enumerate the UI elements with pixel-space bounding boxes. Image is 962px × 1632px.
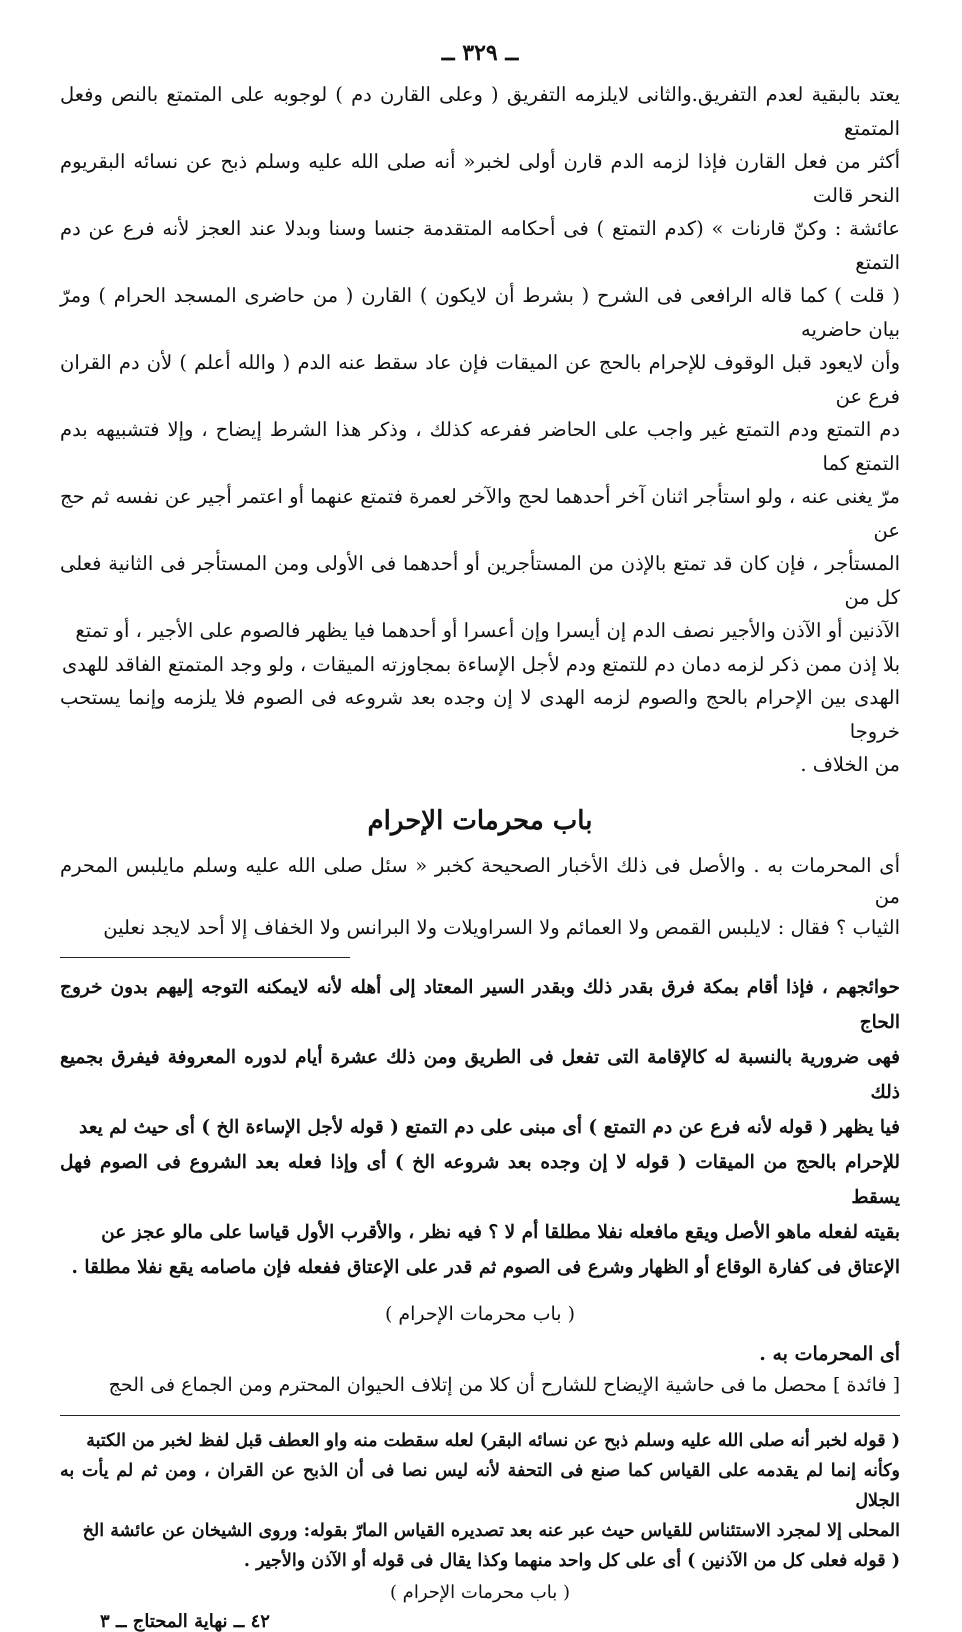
commentary xyxy=(60,970,900,1285)
main-text-line: أكثر من فعل القارن فإذا لزمه الدم قارن أولى لخبر« أنه صلى الله عليه وسلم ذبح عن نسائه البقريوم النحر قالت xyxy=(60,150,900,207)
commentary-line: للإحرام بالحج من الميقات ( قوله لا إن وجده بعد شروعه الخ ) أى وإذا فعله بعد الشروع فى الصوم فهل يسقط xyxy=(60,1151,900,1208)
note-line: ( قوله فعلى كل من الآذنين ) أى على كل واحد منهما وكذا يقال فى قوله أو الآذن والأجير . xyxy=(243,1550,900,1571)
note-intro-bold: أى المحرمات به . xyxy=(759,1342,900,1365)
commentary-line: الإعتاق فى كفارة الوقاع أو الظهار وشرع فى الصوم ثم قدر على الإعتاق ففعله فإن ماصامه يقع نفلا مطلقا . xyxy=(71,1256,900,1278)
page-number: ــ ٣٢٩ ــ xyxy=(441,40,519,66)
main-text-line: من الخلاف . xyxy=(800,753,900,776)
note-line: وكأنه إنما لم يقدمه على القياس كما صنع فى التحفة لأنه ليس نصا فى أن الذبح عن القران ، ومن ثم لم يأت به الجلال xyxy=(60,1460,900,1511)
commentary-line: بقيته لفعله ماهو الأصل ويقع مافعله نفلا مطلقا أم لا ؟ فيه نظر ، والأقرب الأول قياسا على مالو عجز عن xyxy=(101,1221,900,1243)
chapter-title: باب محرمات الإحرام xyxy=(367,805,593,836)
main-text-line: وأن لايعود قبل الوقوف للإحرام بالحج عن الميقات فإن عاد سقط عنه الدم ( والله أعلم ) لأن دم القران فرع عن xyxy=(60,351,900,408)
commentary-line: فيا يظهر ( قوله لأنه فرع عن دم التمتع ) أى مبنى على دم التمتع ( قوله لأجل الإساءة الخ ) أى حيث لم يعد xyxy=(79,1116,900,1138)
page xyxy=(60,30,900,1632)
main-text-line: عائشة : وكنّ قارنات » (كدم التمتع ) فى أحكامه المتقدمة جنسا وسنا وبدلا عند العجز لأنه فرع عن دم التمتع xyxy=(60,217,900,274)
divider-rule xyxy=(60,957,350,958)
note-intro-text: [ فائدة ] محصل ما فى حاشية الإيضاح للشارح أن كلا من إتلاف الحيوان المحترم ومن الجماع فى الحج xyxy=(108,1373,900,1396)
note-line: المحلى إلا لمجرد الاستئناس للقياس حيث عبر عنه بعد تصديره القياس المارّ بقوله: وروى الشيخان عن عائشة الخ xyxy=(82,1520,900,1541)
notes-heading: ( باب محرمات الإحرام ) xyxy=(389,1581,571,1603)
main-text-line: يعتد بالبقية لعدم التفريق.والثانى لايلزمه التفريق ( وعلى القارن دم ) لوجوبه على المتمتع بالنص وفعل المتمتع xyxy=(60,83,900,140)
note-line: ( قوله لخبر أنه صلى الله عليه وسلم ذبح عن نسائه البقر) لعله سقطت منه واو العطف قبل لفظ لخبر من الكتبة xyxy=(86,1430,900,1451)
section-text xyxy=(60,850,900,943)
note-intro xyxy=(60,1339,900,1401)
main-text xyxy=(60,78,900,782)
section-text-line: أى المحرمات به . والأصل فى ذلك الأخبار الصحيحة كخبر « سئل صلى الله عليه وسلم مايلبس المحرم من xyxy=(60,853,900,908)
printer-signature: ٤٢ ــ نهاية المحتاج ــ ٣ xyxy=(100,1610,270,1632)
main-text-line: الهدى بين الإحرام بالحج والصوم لزمه الهدى لا إن وجده بعد شروعه فى الصوم فلا يلزمه وإنما يستحب خروجا xyxy=(60,686,900,743)
main-text-line: بلا إذن ممن ذكر لزمه دمان دم للتمتع ودم لأجل الإساءة بمجاوزته الميقات ، ولو وجد المتمتع الفاقد للهدى xyxy=(62,652,900,676)
commentary-heading: ( باب محرمات الإحرام ) xyxy=(384,1302,576,1325)
commentary-line: فهى ضرورية بالنسبة له كالإقامة التى تفعل فى الطريق ومن ذلك عشرة أيام لدوره المعروفة فيفرق بجميع ذلك xyxy=(60,1046,900,1103)
notes xyxy=(60,1426,900,1603)
main-text-line: مرّ يغنى عنه ، ولو استأجر اثنان آخر أحدهما لحج والآخر لعمرة فتمتع عنهما أو اعتمر أجير عن نفسه ثم حج عن xyxy=(60,485,900,542)
main-text-line: ( قلت ) كما قاله الرافعى فى الشرح ( بشرط أن لايكون ) القارن ( من حاضرى المسجد الحرام ) ومرّ بيان حاضريه xyxy=(60,284,900,341)
main-text-line: المستأجر ، فإن كان قد تمتع بالإذن من المستأجرين أو أحدهما فى الأولى ومن المستأجر فى الثانية فعلى كل من xyxy=(60,552,900,609)
main-text-line: دم التمتع ودم التمتع غير واجب على الحاضر ففرعه كذلك ، وذكر هذا الشرط إيضاح ، وإلا فتشبيهه بدم التمتع كما xyxy=(60,418,900,475)
divider-rule-full xyxy=(60,1415,900,1416)
commentary-line: حوائجهم ، فإذا أقام بمكة فرق بقدر ذلك وبقدر السير المعتاد إلى أهله لأنه لايمكنه التوجه إليهم بدون خروج الحاج xyxy=(60,976,900,1033)
section-text-line: الثياب ؟ فقال : لايلبس القمص ولا العمائم ولا السراويلات ولا البرانس ولا الخفاف إلا أحد لايجد نعلين xyxy=(103,915,900,939)
main-text-line: الآذنين أو الآذن والأجير نصف الدم إن أيسرا وإن أعسرا أو أحدهما فيا يظهر فالصوم على الأجير ، أو تمتع xyxy=(75,619,900,642)
